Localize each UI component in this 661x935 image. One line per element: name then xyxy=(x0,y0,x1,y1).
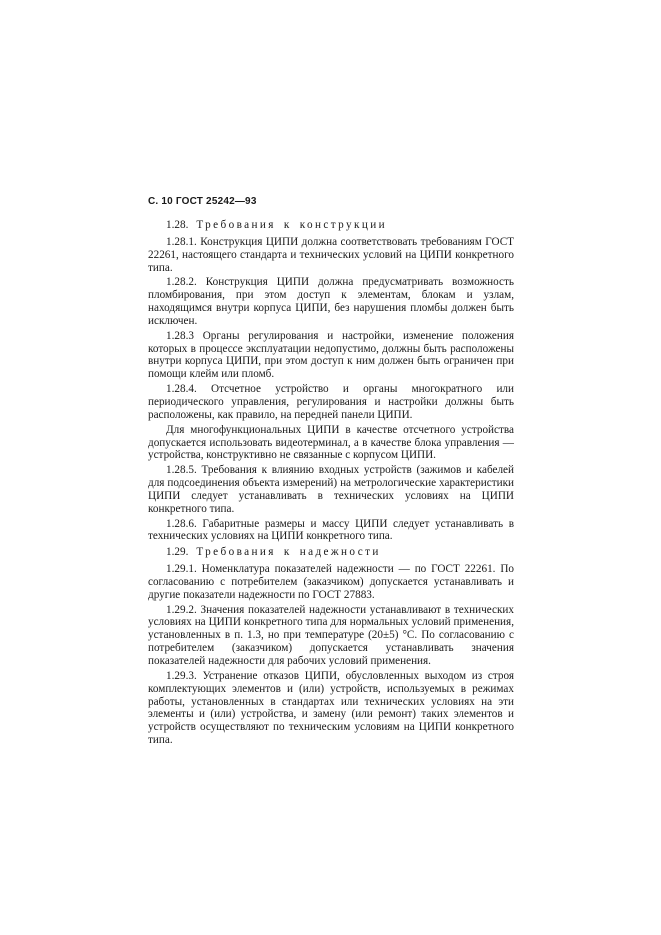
document-body xyxy=(148,219,514,749)
section-heading-construction xyxy=(148,219,514,232)
paragraph-1-29-3: 1.29.3. Устранение отказов ЦИПИ, обусловленных выходом из строя комплектующих элементов и (или) устройств, используемых в режимах работы, установленных в стандартах или технических условиях на эти элементы и (или) устройства, и замену (или ремонт) таких элементов и устройств осуществляют по техническим условиям на ЦИПИ конкретного типа. xyxy=(148,669,514,747)
section-title-prep: к xyxy=(283,546,292,559)
paragraph-1-28-1: 1.28.1. Конструкция ЦИПИ должна соответствовать требованиям ГОСТ 22261, настоящего стандарта и технических условий на ЦИПИ конкретного типа. xyxy=(148,235,514,274)
section-heading-reliability xyxy=(148,546,514,559)
paragraph-1-28-6: 1.28.6. Габаритные размеры и массу ЦИПИ следует устанавливать в технических условиях на ЦИПИ конкретного типа. xyxy=(148,517,514,543)
paragraph-1-28-5: 1.28.5. Требования к влиянию входных устройств (зажимов и кабелей для подсоединения объекта измерений) на метрологические характеристики ЦИПИ следует устанавливать в технических условиях на ЦИПИ конкретного типа. xyxy=(148,464,514,515)
section-title-word: Требования xyxy=(196,219,276,231)
section-title-object: конструкции xyxy=(299,219,387,231)
section-title-object: надежности xyxy=(299,546,381,559)
running-header: С. 10 ГОСТ 25242—93 xyxy=(148,196,257,207)
paragraph-1-29-1: 1.29.1. Номенклатура показателей надежности — по ГОСТ 22261. По согласованию с потребителем (заказчиком) допускается устанавливать и другие показатели надежности по ГОСТ 27883. xyxy=(148,563,514,601)
section-number: 1.28. xyxy=(166,219,189,231)
section-number: 1.29. xyxy=(166,546,189,559)
paragraph-1-28-2: 1.28.2. Конструкция ЦИПИ должна предусматривать возможность пломбирования, при этом доступ к элементам, блокам и узлам, находящимся внутри корпуса ЦИПИ, без нарушения пломбы должен быть исключен. xyxy=(148,276,514,327)
section-title-prep: к xyxy=(283,219,292,231)
section-title-word: Требования xyxy=(196,546,276,559)
paragraph-1-28-4-cont: Для многофункциональных ЦИПИ в качестве отсчетного устройства допускается использовать видеотерминал, а в качестве блока управления — устройства, конструктивно не связанные с корпусом ЦИПИ. xyxy=(148,423,514,462)
paragraph-1-28-4: 1.28.4. Отсчетное устройство и органы многократного или периодического управления, регулирования и настройки должны быть расположены, как правило, на передней панели ЦИПИ. xyxy=(148,383,514,421)
paragraph-1-28-3: 1.28.3 Органы регулирования и настройки, изменение положения которых в процессе эксплуатации недопустимо, должны быть расположены внутри корпуса ЦИПИ, при этом доступ к ним должен быть ограничен при помощи клейм или пломб. xyxy=(148,329,514,381)
paragraph-1-29-2: 1.29.2. Значения показателей надежности устанавливают в технических условиях на ЦИПИ конкретного типа для нормальных условий применения, установленных в п. 1.3, но при температуре (20±5) °С. По согласованию с потребителем (заказчиком) допускается устанавливать значения показателей надежности для рабочих условий применения. xyxy=(148,603,514,667)
